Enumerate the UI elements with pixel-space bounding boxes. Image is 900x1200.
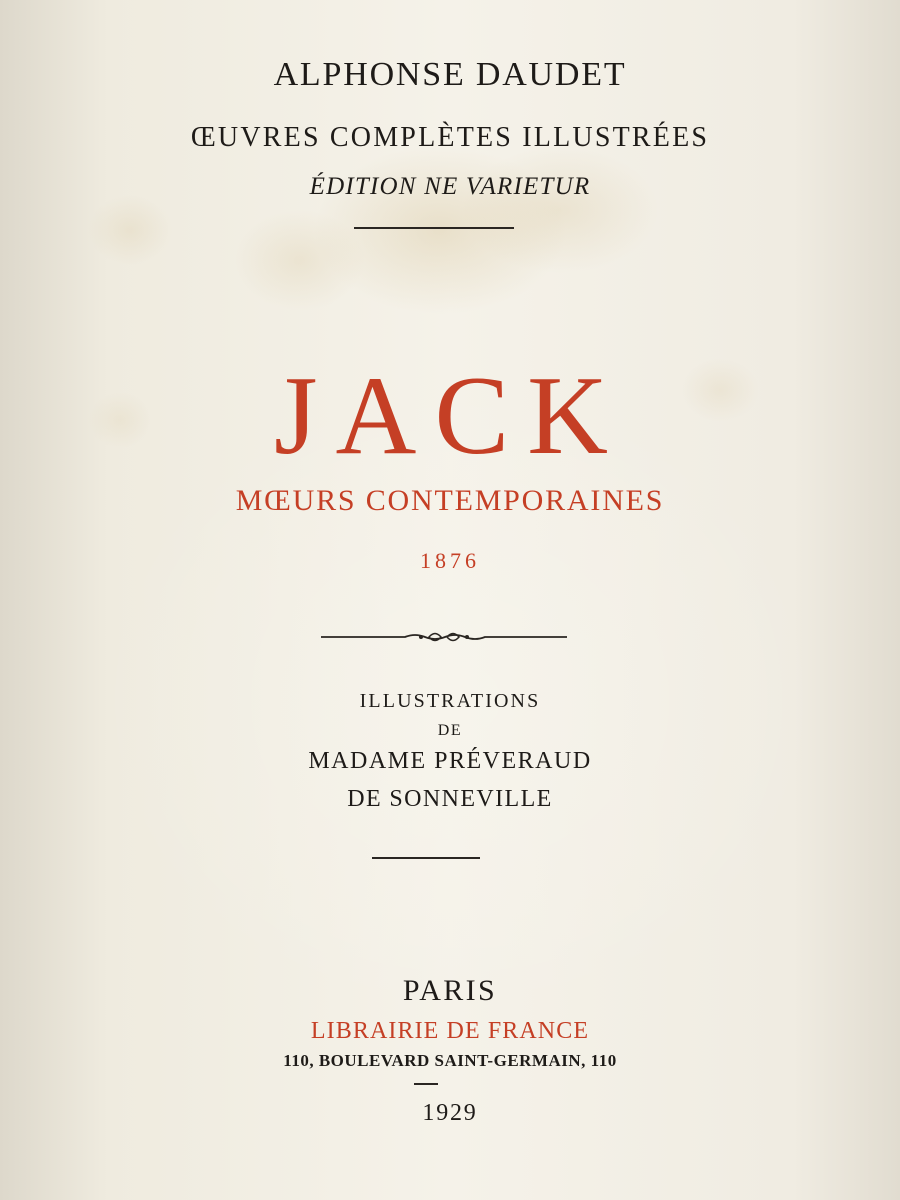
top-divider xyxy=(354,227,514,229)
book-subtitle: MŒURS CONTEMPORAINES xyxy=(235,484,665,517)
illustrator-name-line-2: DE SONNEVILLE xyxy=(347,786,553,812)
publication-year: 1929 xyxy=(422,1100,478,1126)
year-divider xyxy=(414,1083,438,1085)
publisher-name: LIBRAIRIE DE FRANCE xyxy=(310,1018,590,1044)
illustrations-label: ILLUSTRATIONS xyxy=(359,690,541,712)
novel-year: 1876 xyxy=(420,548,480,573)
illustrator-name-line-1: MADAME PRÉVERAUD xyxy=(308,748,592,774)
book-title: JACK xyxy=(273,354,627,478)
ornament-divider xyxy=(321,625,567,649)
collection-title: ŒUVRES COMPLÈTES ILLUSTRÉES xyxy=(190,122,710,153)
bottom-divider xyxy=(372,857,480,859)
illustrations-connector: DE xyxy=(437,722,463,739)
publication-city: PARIS xyxy=(402,974,498,1007)
author-name: ALPHONSE DAUDET xyxy=(273,56,627,93)
publisher-address: 110, BOULEVARD SAINT-GERMAIN, 110 xyxy=(283,1051,617,1070)
edition-line: ÉDITION NE VARIETUR xyxy=(309,173,591,200)
